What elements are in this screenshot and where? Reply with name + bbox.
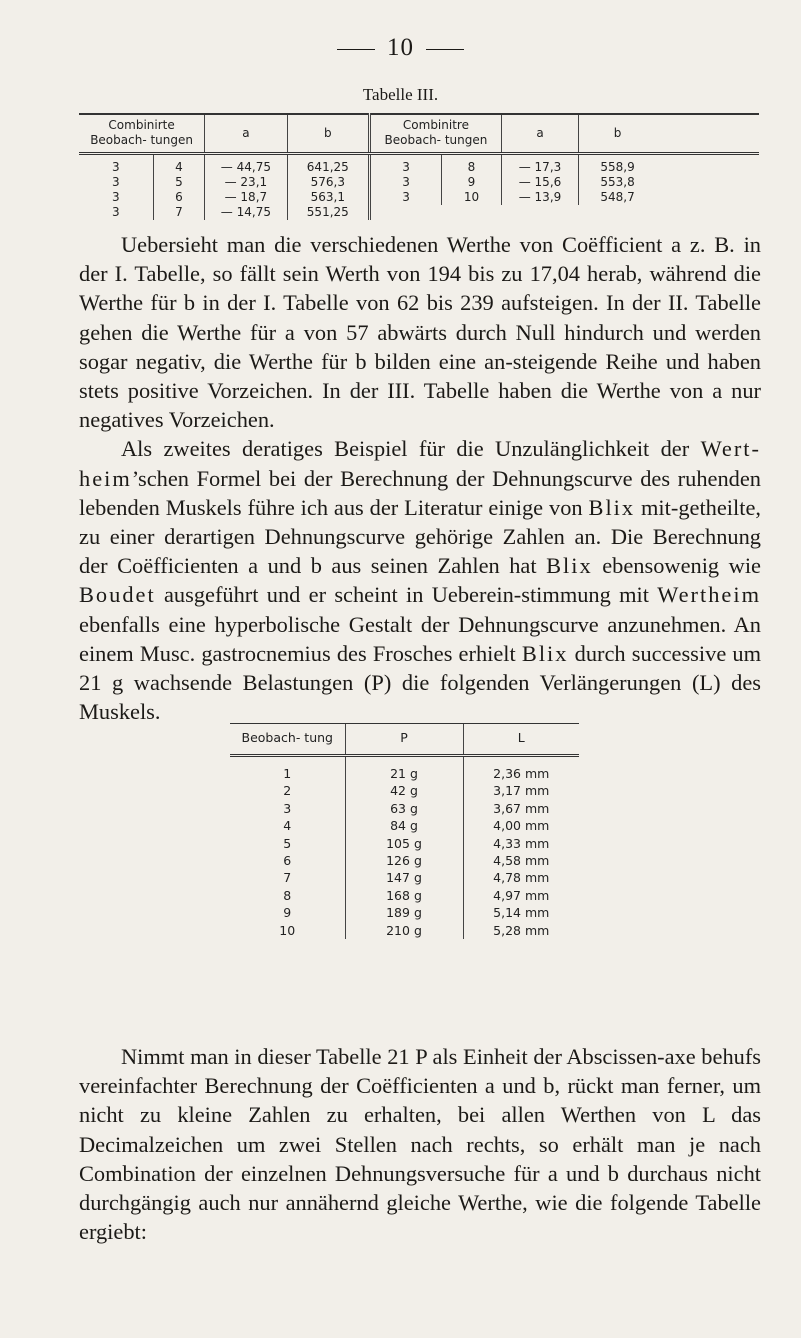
page-number [0,34,801,62]
cell: 10 [279,922,296,938]
cell: 553,8 [579,175,656,190]
author-name: Blix [521,640,569,666]
dash-right [426,49,464,50]
table3-header-combined-2: Combinitre Beobach- tungen [370,114,502,154]
table-row [230,835,579,852]
table2-header-row [230,724,579,756]
paragraph-2 [79,434,761,726]
table-row [230,817,579,834]
text: ebenfalls eine hyperbolische Gestalt der Dehnungscurve anzunehmen. An einem Musc. gastrocnemius des Frosches erhielt [79,611,761,666]
table-row [79,205,759,220]
table3-header-a: a [205,114,287,154]
author-name: Boudet [79,582,156,608]
table3-header-a-2: a [501,114,578,154]
table-row [230,922,579,939]
cell: 3,17 mm [463,782,579,799]
cell: 3 [112,205,120,219]
cell: 2,36 mm [463,756,579,783]
cell: 3,67 mm [463,800,579,817]
text: Als zweites deratiges Beispiel für die Unzulänglichkeit der [121,436,701,462]
author-name: Wert-heim [79,436,761,491]
cell: 84 g [345,817,463,834]
table3-header-combined: Combinirte Beobach- tungen [79,114,205,154]
table2-header-l: L [463,724,579,756]
cell: 3 [370,190,442,205]
cell: — 13,9 [501,190,578,205]
cell: 6 [283,853,292,869]
dash-left [337,49,375,50]
cell: 4 [153,154,205,176]
paragraph-1: Uebersieht man die verschiedenen Werthe von Coëfficient a z. B. in der I. Tabelle, so fällt sein Werth von 194 bis zu 17,04 herab, während die Werthe für b in der I. Tabelle von 62 bis 239 aufsteigen. In der II. Tabelle gehen die Werthe für a von 57 abwärts durch Null hindurch und werden sogar negativ, die Werthe für b bilden eine an-steigende Reihe und haben stets positive Vorzeichen. In der III. Tabelle haben die Werthe von a nur negatives Vorzeichen. [79,232,761,433]
text: durch successive um 21 g wachsende Belastungen (P) die folgenden Verlängerungen (L) des Muskels. [79,640,762,725]
cell: 189 g [345,904,463,921]
table-row [230,869,579,886]
cell: 5,14 mm [463,904,579,921]
page-number-text: 10 [387,34,414,61]
cell: 5,28 mm [463,922,579,939]
cell [579,205,656,220]
cell: 168 g [345,887,463,904]
cell: 126 g [345,852,463,869]
cell: 8 [442,154,502,176]
text: ’schen Formel bei der Berechnung der Dehnungscurve des ruhenden lebenden Muskels führe ich aus der Literatur einige von [79,465,761,520]
text-block-1 [79,230,761,726]
cell: — 18,7 [205,190,287,205]
cell: 3 [370,154,442,176]
cell: 7 [153,205,205,220]
table2-header-observation: Beobach- tung [230,724,345,756]
cell: 7 [283,870,292,886]
author-name: Blix [546,553,593,579]
text: ausgeführt und er scheint in Ueberein-stimmung mit [155,582,658,608]
table2-header-p: P [345,724,463,756]
text: mit-getheilte, zu einer derartigen Dehnungscurve gehörige Zahlen an. Die Berechnung der Coëfficienten a und b aus seinen Zahlen hat [79,494,761,579]
cell: 3 [112,175,120,189]
cell: 4 [283,818,292,834]
table-row [79,190,759,205]
cell: 6 [153,190,205,205]
cell: 1 [283,766,292,781]
cell [442,205,502,220]
cell: 576,3 [287,175,369,190]
cell: 4,78 mm [463,869,579,886]
table-row [79,154,759,176]
cell: 21 g [345,756,463,783]
cell: — 44,75 [205,154,287,176]
cell: 63 g [345,800,463,817]
cell: 551,25 [287,205,369,220]
cell: 2 [283,783,292,799]
cell: 147 g [345,869,463,886]
text: ebensowenig wie [592,553,761,579]
cell: 641,25 [287,154,369,176]
cell: 563,1 [287,190,369,205]
text-block-2 [79,1042,761,1246]
cell: — 15,6 [501,175,578,190]
author-name: Wertheim [657,582,761,608]
cell: 3 [283,800,292,816]
table-row [79,175,759,190]
cell: 4,00 mm [463,817,579,834]
table3-header-row [79,114,759,154]
table-row [230,756,579,783]
table-3 [79,113,759,220]
author-name: Blix [588,494,636,520]
cell: 210 g [345,922,463,939]
cell: 548,7 [579,190,656,205]
table3-caption: Tabelle III. [362,85,439,104]
cell: 558,9 [579,154,656,176]
table3-header-b: b [287,114,369,154]
cell: — 14,75 [205,205,287,220]
table-row [230,887,579,904]
table-row [230,852,579,869]
cell: — 17,3 [501,154,578,176]
cell [501,205,578,220]
table-measurements [230,723,579,939]
paragraph-3: Nimmt man in dieser Tabelle 21 P als Einheit der Abscissen-axe behufs vereinfachter Berechnung der Coëfficienten a und b, rückt man ferner, um nicht zu kleine Zahlen zu erhalten, bei allen Werthen von L das Decimalzeichen um zwei Stellen nach rechts, so erhält man je nach Combination der einzelnen Dehnungsversuche für a und b durchaus nicht durchgängig auch nur annähernd gleiche Werthe, wie die folgende Tabelle ergiebt: [79,1044,761,1245]
cell: 9 [283,905,292,921]
cell: — 23,1 [205,175,287,190]
table-row [230,782,579,799]
cell: 10 [442,190,502,205]
cell: 42 g [345,782,463,799]
cell: 3 [112,160,120,174]
cell: 3 [370,175,442,190]
cell: 9 [442,175,502,190]
cell: 3 [112,190,120,204]
cell [370,205,442,220]
table3-header-b-2: b [579,114,656,154]
cell: 5 [153,175,205,190]
cell: 4,33 mm [463,835,579,852]
cell: 8 [283,887,292,903]
cell: 105 g [345,835,463,852]
table-row [230,904,579,921]
cell: 4,97 mm [463,887,579,904]
cell: 4,58 mm [463,852,579,869]
table-row [230,800,579,817]
cell: 5 [283,835,292,851]
